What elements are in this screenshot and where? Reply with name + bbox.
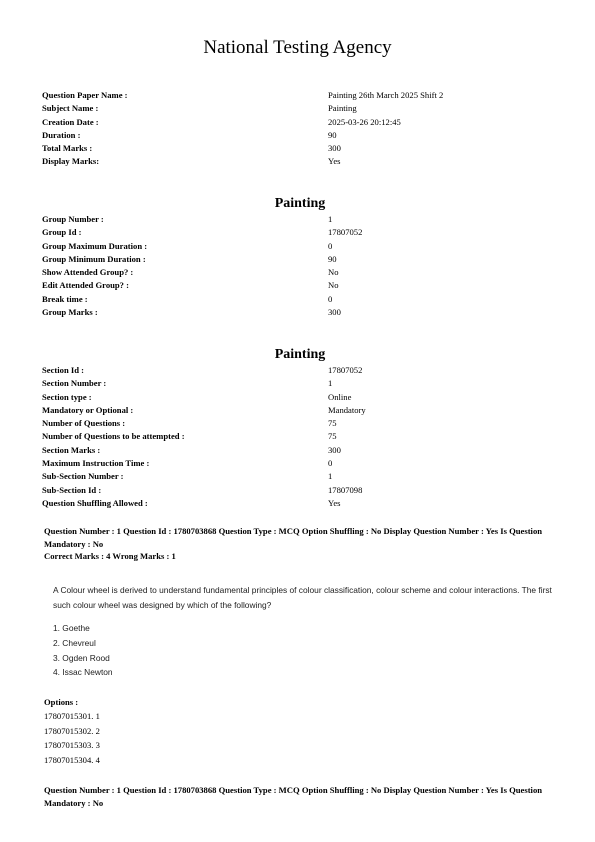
info-label: Group Marks : bbox=[42, 307, 98, 318]
info-label: Number of Questions to be attempted : bbox=[42, 431, 185, 442]
info-label: Sub-Section Number : bbox=[42, 471, 124, 482]
question-choices bbox=[53, 621, 113, 680]
info-row bbox=[42, 391, 562, 404]
info-label: Subject Name : bbox=[42, 103, 99, 114]
info-value: Yes bbox=[328, 156, 341, 167]
info-value: 1 bbox=[328, 378, 333, 389]
info-value: Yes bbox=[328, 497, 341, 508]
info-label: Section type : bbox=[42, 391, 92, 402]
info-row bbox=[42, 266, 562, 279]
question-marks: Correct Marks : 4 Wrong Marks : 1 bbox=[44, 551, 176, 561]
info-row bbox=[42, 484, 562, 497]
info-row bbox=[42, 142, 562, 155]
choice-item: 1. Goethe bbox=[53, 623, 90, 633]
option-item: 17807015301. 1 bbox=[44, 711, 100, 722]
page-title: National Testing Agency bbox=[203, 37, 392, 58]
info-label: Break time : bbox=[42, 293, 88, 304]
info-value: Painting 26th March 2025 Shift 2 bbox=[328, 90, 444, 100]
info-row bbox=[42, 129, 562, 142]
info-row bbox=[42, 444, 562, 457]
info-label: Sub-Section Id : bbox=[42, 484, 102, 495]
info-row bbox=[42, 240, 562, 253]
question-text: A Colour wheel is derived to understand fundamental principles of colour classification, colour scheme and colour interactions. The first such colour wheel was designed by which of the following? bbox=[53, 585, 552, 610]
group-heading: Painting bbox=[274, 196, 326, 211]
info-label: Question Paper Name : bbox=[42, 90, 128, 100]
info-row bbox=[42, 102, 562, 115]
info-row bbox=[42, 279, 562, 292]
options-list bbox=[44, 695, 100, 767]
info-value: 75 bbox=[328, 418, 337, 429]
info-row bbox=[42, 470, 562, 483]
info-value: 2025-03-26 20:12:45 bbox=[328, 116, 401, 127]
info-row bbox=[42, 253, 562, 266]
option-item: 17807015304. 4 bbox=[44, 754, 100, 765]
info-row bbox=[42, 457, 562, 470]
info-row bbox=[42, 404, 562, 417]
choice-item: 2. Chevreul bbox=[53, 637, 96, 648]
option-item: 17807015302. 2 bbox=[44, 725, 100, 736]
info-row bbox=[42, 89, 562, 102]
info-row bbox=[42, 226, 562, 239]
info-label: Section Id : bbox=[42, 365, 85, 375]
question-header: Question Number : 1 Question Id : 1780703868 Question Type : MCQ Option Shuffling : No Display Question Number : Yes Is Question Mandatory : No bbox=[44, 785, 543, 808]
info-label: Display Marks: bbox=[42, 156, 100, 167]
info-label: Creation Date : bbox=[42, 116, 99, 127]
info-value: 300 bbox=[328, 444, 341, 455]
info-row bbox=[42, 306, 562, 319]
option-item: 17807015303. 3 bbox=[44, 740, 100, 751]
info-label: Section Marks : bbox=[42, 444, 101, 455]
options-label: Options : bbox=[44, 697, 79, 707]
section-heading: Painting bbox=[274, 347, 326, 362]
paper-info-table bbox=[42, 89, 562, 169]
info-row bbox=[42, 377, 562, 390]
info-value: 0 bbox=[328, 293, 333, 304]
info-value: 90 bbox=[328, 253, 337, 264]
info-value: 17807052 bbox=[328, 365, 363, 375]
info-row bbox=[42, 430, 562, 443]
info-value: 300 bbox=[328, 143, 341, 154]
info-value: 300 bbox=[328, 307, 341, 318]
info-value: 0 bbox=[328, 240, 333, 251]
info-label: Group Maximum Duration : bbox=[42, 240, 148, 251]
info-value: 17807052 bbox=[328, 227, 363, 238]
info-label: Group Number : bbox=[42, 214, 104, 224]
info-row bbox=[42, 497, 562, 510]
info-label: Edit Attended Group? : bbox=[42, 280, 129, 291]
info-value: Online bbox=[328, 391, 352, 402]
choice-item: 4. Issac Newton bbox=[53, 667, 113, 678]
info-label: Maximum Instruction Time : bbox=[42, 458, 150, 469]
info-label: Group Id : bbox=[42, 227, 82, 238]
question-header: Question Number : 1 Question Id : 1780703868 Question Type : MCQ Option Shuffling : No Display Question Number : Yes Is Question Mandatory : No bbox=[44, 526, 543, 549]
info-value: 1 bbox=[328, 214, 333, 224]
info-row bbox=[42, 213, 562, 226]
info-label: Show Attended Group? : bbox=[42, 267, 134, 278]
info-row bbox=[42, 116, 562, 129]
info-value: 1 bbox=[328, 471, 333, 482]
info-value: 75 bbox=[328, 431, 337, 442]
group-info-table bbox=[42, 213, 562, 319]
info-label: Mandatory or Optional : bbox=[42, 404, 134, 415]
info-row bbox=[42, 364, 562, 377]
info-label: Number of Questions : bbox=[42, 418, 126, 429]
info-value: 0 bbox=[328, 458, 333, 469]
info-label: Duration : bbox=[42, 129, 81, 140]
info-row bbox=[42, 417, 562, 430]
info-row bbox=[42, 293, 562, 306]
choice-item: 3. Ogden Rood bbox=[53, 652, 110, 663]
info-label: Group Minimum Duration : bbox=[42, 253, 146, 264]
info-value: No bbox=[328, 267, 339, 278]
info-value: Painting bbox=[328, 103, 357, 114]
section-info-table bbox=[42, 364, 562, 510]
info-label: Section Number : bbox=[42, 378, 107, 389]
info-value: No bbox=[328, 280, 339, 291]
info-label: Total Marks : bbox=[42, 143, 93, 154]
info-value: Mandatory bbox=[328, 404, 366, 415]
info-value: 17807098 bbox=[328, 484, 363, 495]
info-value: 90 bbox=[328, 129, 337, 140]
info-label: Question Shuffling Allowed : bbox=[42, 497, 148, 508]
info-row bbox=[42, 155, 562, 168]
